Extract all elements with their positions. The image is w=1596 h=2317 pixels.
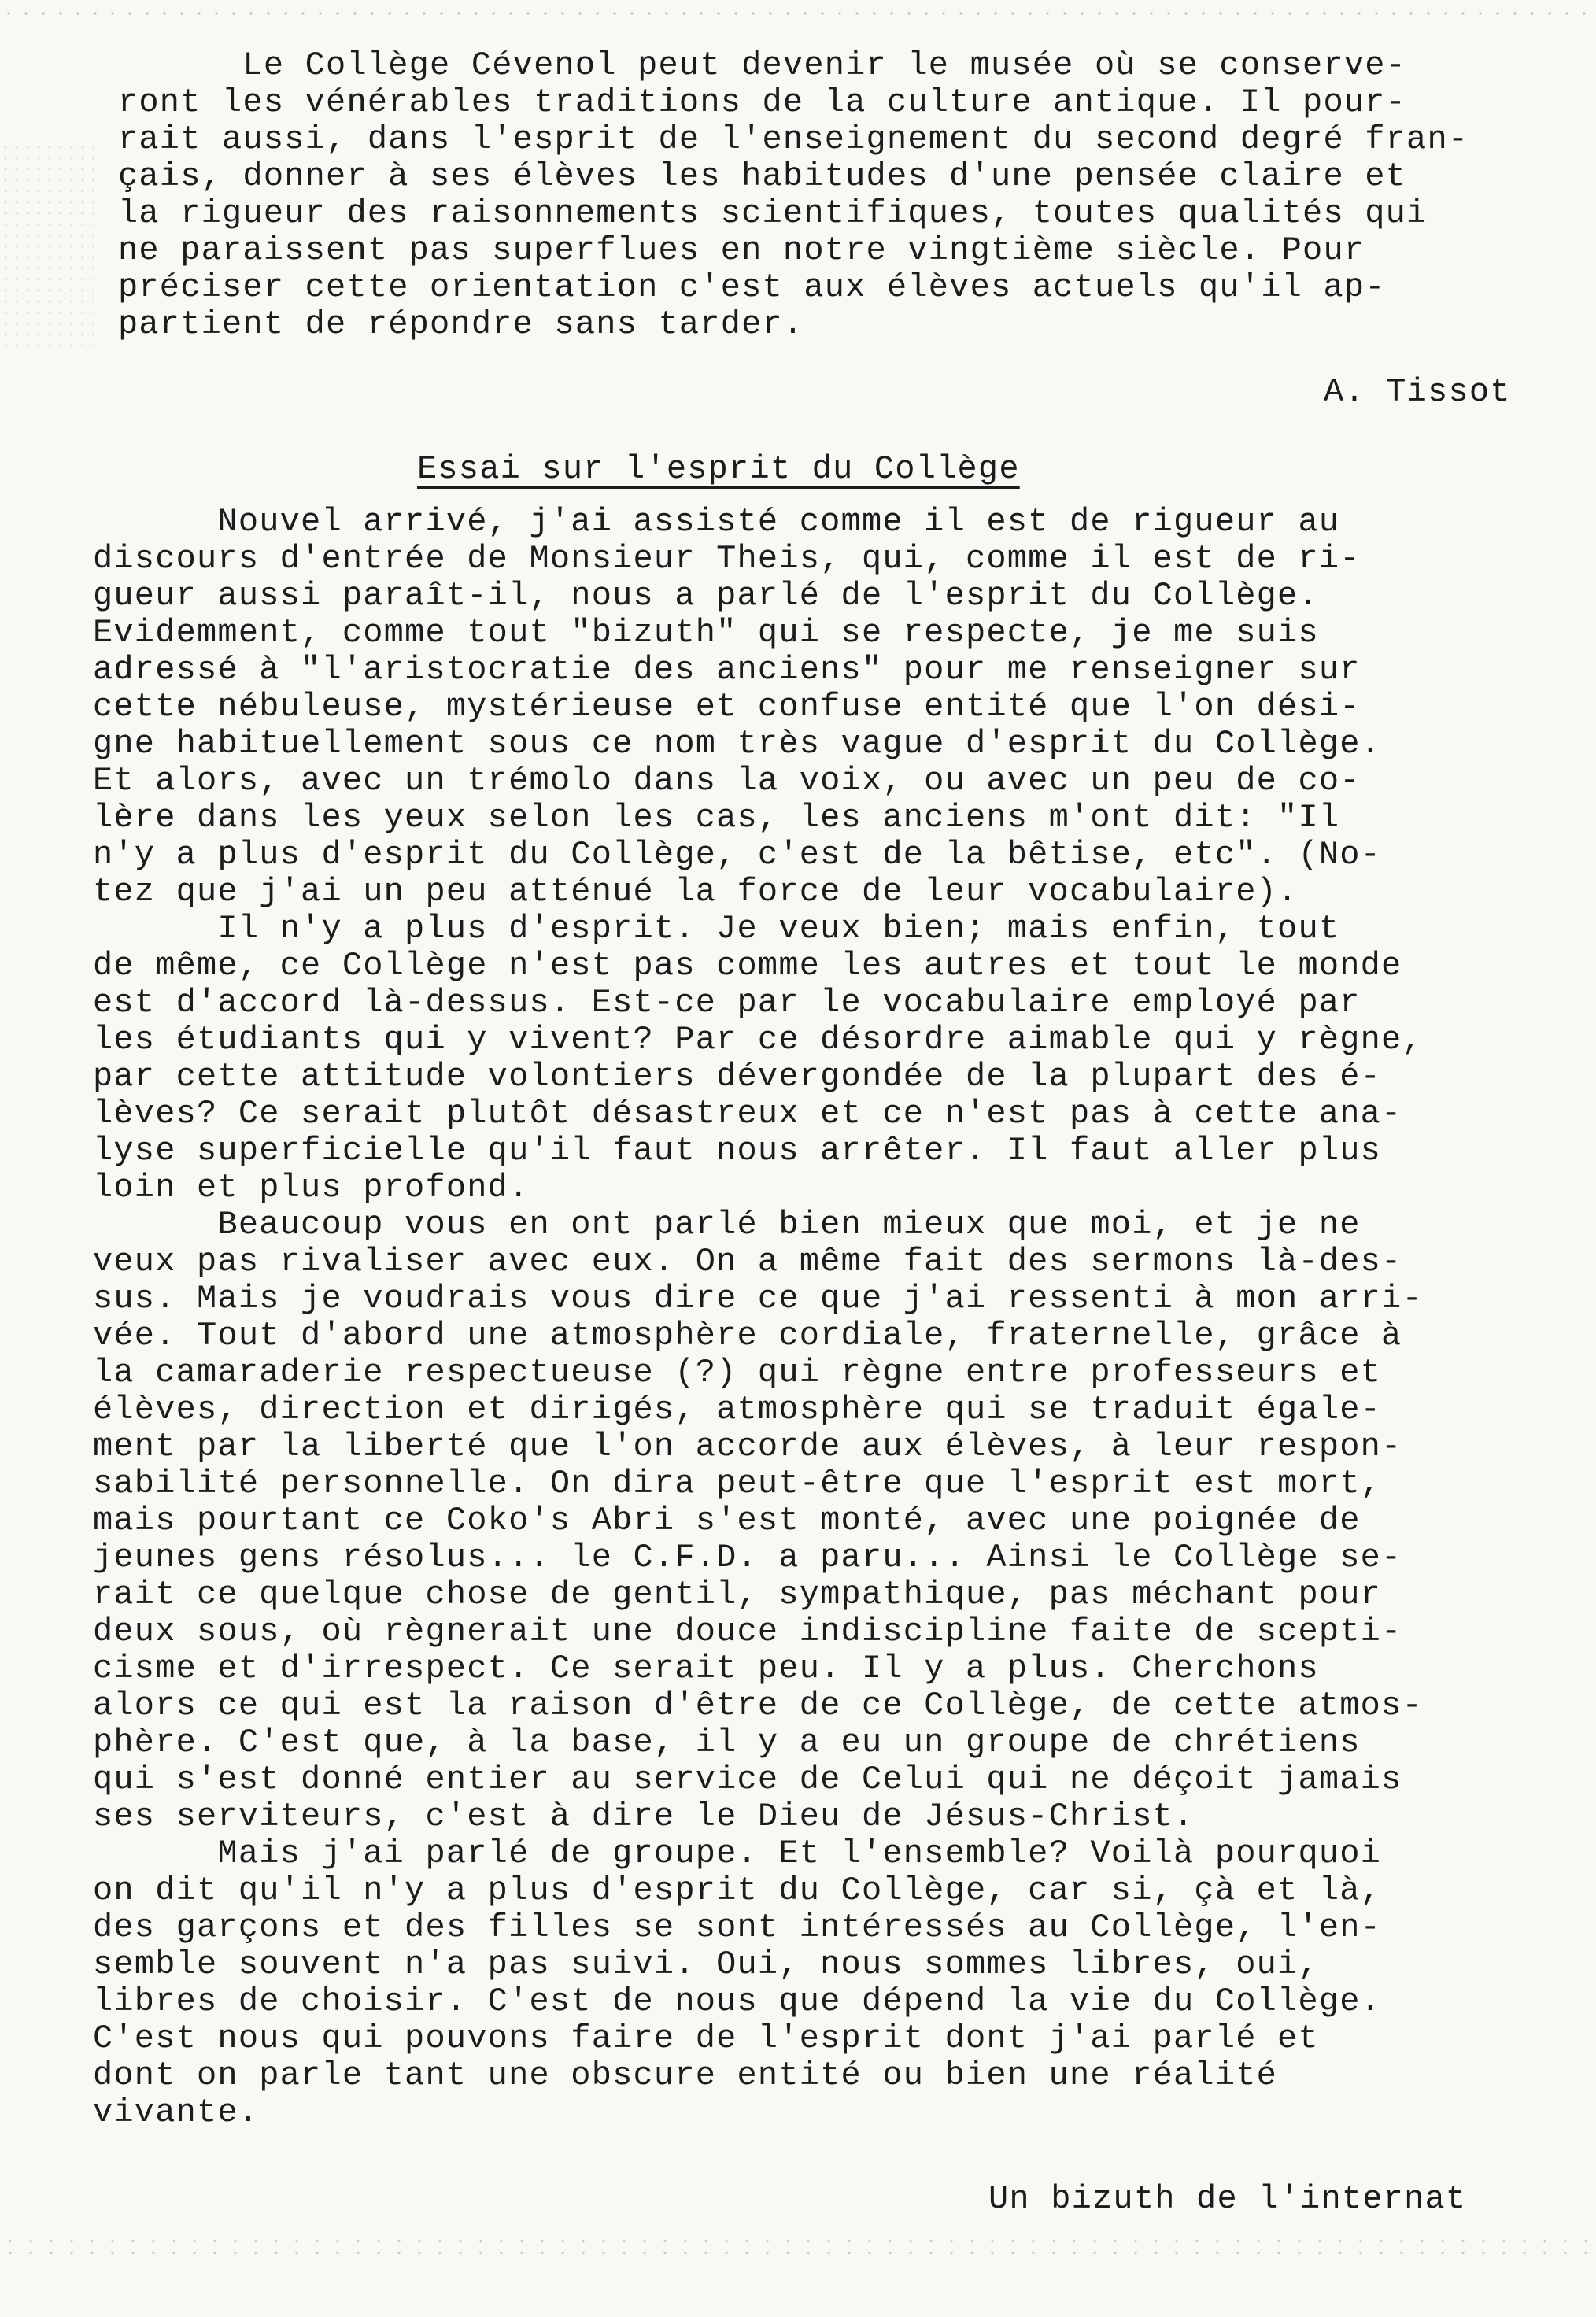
essai-text-line: élèves, direction et dirigés, atmosphère qui se traduit égale- (93, 1391, 1382, 1428)
essai-text-line: lyse superficielle qu'il faut nous arrêter. Il faut aller plus (93, 1132, 1382, 1170)
tissot-text-line: Le Collège Cévenol peut devenir le musée où se conserve- (118, 46, 1407, 84)
essai-text-line: vivante. (93, 2093, 260, 2131)
essai-text-line: cisme et d'irrespect. Ce serait peu. Il y a plus. Cherchons (93, 1650, 1319, 1687)
essai-text-line: gueur aussi paraît-il, nous a parlé de l'esprit du Collège. (93, 577, 1319, 615)
essai-text-line: sabilité personnelle. On dira peut-être que l'esprit est mort, (93, 1465, 1382, 1502)
essai-title: Essai sur l'esprit du Collège (417, 450, 1020, 488)
tissot-text-line: partient de répondre sans tarder. (118, 305, 804, 343)
essai-text-line: Et alors, avec un trémolo dans la voix, ou avec un peu de co- (93, 762, 1361, 800)
essai-text-line: gne habituellement sous ce nom très vague d'esprit du Collège. (93, 725, 1382, 763)
essai-text-line: veux pas rivaliser avec eux. On a même fait des sermons là-des- (93, 1243, 1402, 1280)
essai-text-line: adressé à "l'aristocratie des anciens" pour me renseigner sur (93, 651, 1361, 689)
essai-text-line: ment par la liberté que l'on accorde aux élèves, à leur respon- (93, 1428, 1402, 1465)
essai-text-line: semble souvent n'a pas suivi. Oui, nous sommes libres, oui, (93, 1946, 1319, 1983)
essai-text-line: mais pourtant ce Coko's Abri s'est monté, avec une poignée de (93, 1502, 1361, 1539)
essai-text-line: par cette attitude volontiers dévergondée de la plupart des é- (93, 1058, 1382, 1096)
essai-text-line: Mais j'ai parlé de groupe. Et l'ensemble? Voilà pourquoi (93, 1835, 1382, 1872)
tissot-text-line: ne paraissent pas superflues en notre vingtième siècle. Pour (118, 231, 1365, 269)
essai-text-line: n'y a plus d'esprit du Collège, c'est de la bêtise, etc". (No- (93, 836, 1382, 874)
essai-text-line: Evidemment, comme tout "bizuth" qui se respecte, je me suis (93, 614, 1319, 652)
essai-text-line: les étudiants qui y vivent? Par ce désordre aimable qui y règne, (93, 1021, 1423, 1059)
essai-text-line: tez que j'ai un peu atténué la force de leur vocabulaire). (93, 873, 1299, 911)
essai-text-line: la camaraderie respectueuse (?) qui règne entre professeurs et (93, 1354, 1382, 1391)
tissot-text-line: la rigueur des raisonnements scientifiques, toutes qualités qui (118, 194, 1428, 232)
top-dot-border (0, 8, 1596, 19)
tissot-text-line: rait aussi, dans l'esprit de l'enseignement du second degré fran- (118, 120, 1469, 158)
essai-text-line: libres de choisir. C'est de nous que dépend la vie du Collège. (93, 1983, 1382, 2020)
essai-text-line: vée. Tout d'abord une atmosphère cordiale, fraternelle, grâce à (93, 1317, 1402, 1354)
essai-text-line: Nouvel arrivé, j'ai assisté comme il est de rigueur au (93, 503, 1340, 541)
essai-text-line: qui s'est donné entier au service de Celui qui ne déçoit jamais (93, 1761, 1402, 1798)
essai-text-line: ses serviteurs, c'est à dire le Dieu de Jésus-Christ. (93, 1798, 1195, 1835)
essai-text-line: loin et plus profond. (93, 1169, 530, 1207)
essai-text-line: cette nébuleuse, mystérieuse et confuse entité que l'on dési- (93, 688, 1361, 726)
essai-signature: Un bizuth de l'internat (988, 2180, 1467, 2218)
essai-text-line: lère dans les yeux selon les cas, les anciens m'ont dit: "Il (93, 799, 1340, 837)
tissot-signature: A. Tissot (1324, 373, 1511, 411)
tissot-paragraph (0, 47, 1596, 343)
essai-text-line: est d'accord là-dessus. Est-ce par le vocabulaire employé par (93, 984, 1361, 1022)
essai-text-line: deux sous, où règnerait une douce indiscipline faite de scepti- (93, 1613, 1402, 1650)
essai-text-line: rait ce quelque chose de gentil, sympathique, pas méchant pour (93, 1576, 1382, 1613)
essai-text-line: discours d'entrée de Monsieur Theis, qui, comme il est de ri- (93, 540, 1361, 578)
essai-text-line: de même, ce Collège n'est pas comme les autres et tout le monde (93, 947, 1402, 985)
essai-text-line: alors ce qui est la raison d'être de ce Collège, de cette atmos- (93, 1687, 1423, 1724)
essai-text-line: on dit qu'il n'y a plus d'esprit du Collège, car si, çà et là, (93, 1872, 1382, 1909)
essai-text-line: C'est nous qui pouvons faire de l'esprit dont j'ai parlé et (93, 2020, 1319, 2057)
essai-text-line: Il n'y a plus d'esprit. Je veux bien; mais enfin, tout (93, 910, 1340, 948)
essai-text-line: jeunes gens résolus... le C.F.D. a paru... Ainsi le Collège se- (93, 1539, 1402, 1576)
essai-text-line: lèves? Ce serait plutôt désastreux et ce n'est pas à cette ana- (93, 1095, 1402, 1133)
essai-text-line: phère. C'est que, à la base, il y a eu un groupe de chrétiens (93, 1724, 1361, 1761)
bottom-dot-border (0, 2235, 1596, 2259)
tissot-text-line: çais, donner à ses élèves les habitudes d'une pensée claire et (118, 157, 1407, 195)
essai-text-line: sus. Mais je voudrais vous dire ce que j'ai ressenti à mon arri- (93, 1280, 1423, 1317)
essai-text-line: dont on parle tant une obscure entité ou bien une réalité (93, 2056, 1278, 2094)
essai-body (0, 504, 1596, 2131)
tissot-text-line: préciser cette orientation c'est aux élèves actuels qu'il ap- (118, 268, 1386, 306)
tissot-text-line: ront les vénérables traditions de la culture antique. Il pour- (118, 83, 1407, 121)
essai-text-line: Beaucoup vous en ont parlé bien mieux que moi, et je ne (93, 1206, 1361, 1243)
essai-text-line: des garçons et des filles se sont intéressés au Collège, l'en- (93, 1909, 1382, 1946)
